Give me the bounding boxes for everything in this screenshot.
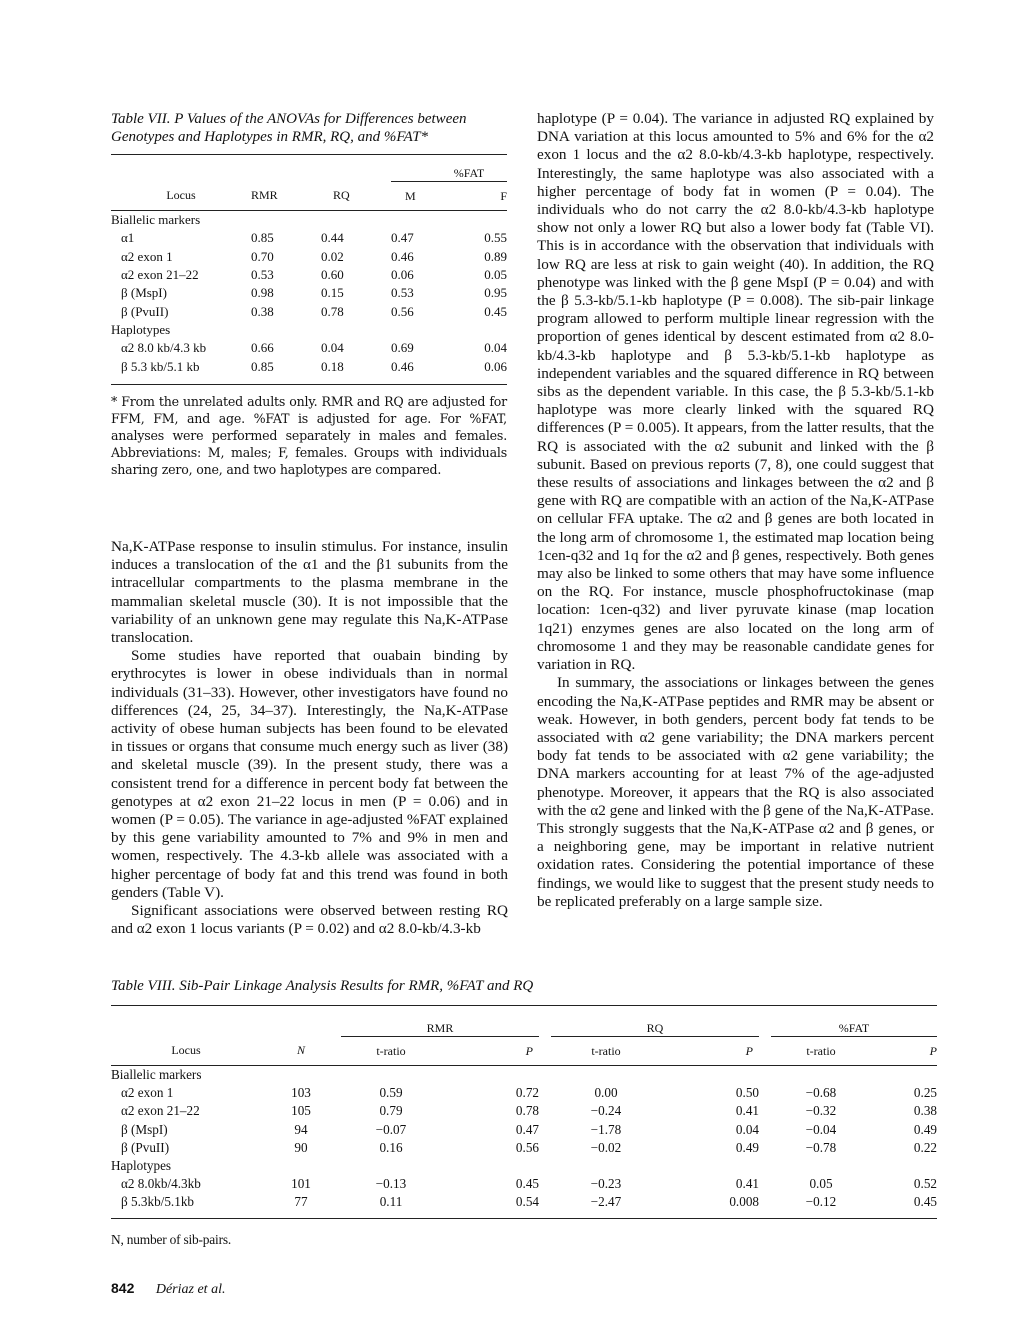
- paragraph: Significant associations were observed between resting RQ and α2 exon 1 locus variants (P = 0.02) and α2 8.0-kb/4.3-kb: [111, 902, 508, 938]
- rmr-p-cell: 0.78: [515, 1103, 539, 1119]
- rq-cell: 0.78: [321, 303, 344, 319]
- fat-p-cell: 0.22: [913, 1139, 937, 1155]
- rmr-cell: 0.53: [251, 267, 274, 283]
- locus-cell: β (PvuII): [121, 1139, 170, 1155]
- rq-p-cell: 0.41: [735, 1103, 759, 1119]
- rq-p-header: P: [745, 1043, 753, 1058]
- fat-t-cell: −0.04: [805, 1121, 837, 1137]
- rq-t-cell: −0.02: [590, 1139, 622, 1155]
- m-header: M: [405, 188, 416, 203]
- locus-cell: β 5.3kb/5.1kb: [121, 1194, 195, 1210]
- rmr-t-cell: 0.79: [379, 1103, 403, 1119]
- rq-p-cell: 0.04: [735, 1121, 759, 1137]
- fat-p-header: P: [929, 1043, 937, 1058]
- left-column-text: [111, 538, 508, 938]
- m-cell: 0.47: [391, 230, 414, 246]
- n-cell: 90: [294, 1139, 308, 1155]
- table-row: [111, 229, 507, 247]
- table-vii-footnote: * From the unrelated adults only. RMR and RQ are adjusted for FFM, FM, and age. %FAT is adjusted for age. For %FAT, analyses were performed separately in males and females. Abbreviations: M, males; F, females. Groups with individuals sharing zero, one, and two haplotypes are compared.: [111, 393, 507, 478]
- fat-t-cell: 0.05: [809, 1176, 833, 1192]
- f-cell: 0.95: [484, 285, 507, 301]
- locus-cell: β (MspI): [121, 1121, 168, 1137]
- table-vii-grid: [111, 154, 507, 385]
- table-row: [111, 1139, 937, 1157]
- fat-t-cell: −0.68: [805, 1085, 837, 1101]
- rmr-p-cell: 0.54: [515, 1194, 539, 1210]
- rq-cell: 0.02: [321, 248, 344, 264]
- fat-group-header: %FAT: [771, 1006, 937, 1037]
- m-cell: 0.69: [391, 340, 414, 356]
- m-cell: 0.46: [391, 248, 414, 264]
- n-header: N: [296, 1043, 305, 1058]
- table-viii: [111, 977, 937, 1248]
- page-footer: [111, 1280, 225, 1298]
- locus-cell: β (MspI): [121, 285, 167, 301]
- fat-p-cell: 0.25: [913, 1085, 937, 1101]
- rq-cell: 0.44: [321, 230, 344, 246]
- fat-t-cell: −0.78: [805, 1139, 837, 1155]
- group-label: Biallelic markers: [111, 1067, 202, 1083]
- rq-t-cell: −2.47: [590, 1194, 622, 1210]
- n-cell: 105: [291, 1103, 311, 1119]
- m-cell: 0.53: [391, 285, 414, 301]
- rq-tratio-header: t-ratio: [591, 1043, 621, 1058]
- n-cell: 94: [294, 1121, 308, 1137]
- table-row: [111, 1084, 937, 1102]
- locus-cell: α1: [121, 230, 135, 246]
- fat-p-cell: 0.49: [913, 1121, 937, 1137]
- fat-group-header: %FAT: [391, 155, 507, 182]
- rmr-header: RMR: [251, 188, 278, 203]
- table-vii-caption: Table VII. P Values of the ANOVAs for Differences between Genotypes and Haplotypes in RMR, RQ, and %FAT*: [111, 111, 467, 145]
- table-vii: [111, 110, 507, 479]
- table-row: [111, 248, 507, 266]
- rq-p-cell: 0.49: [735, 1139, 759, 1155]
- f-cell: 0.06: [484, 358, 507, 374]
- fat-p-cell: 0.52: [913, 1176, 937, 1192]
- fat-tratio-header: t-ratio: [806, 1043, 836, 1058]
- rmr-cell: 0.98: [251, 285, 274, 301]
- fat-t-cell: −0.12: [805, 1194, 837, 1210]
- locus-cell: β (PvuII): [121, 303, 169, 319]
- locus-cell: α2 exon 1: [121, 1085, 174, 1101]
- f-cell: 0.04: [484, 340, 507, 356]
- m-cell: 0.56: [391, 303, 414, 319]
- table-viii-caption: Table VIII. Sib-Pair Linkage Analysis Results for RMR, %FAT and RQ: [111, 978, 534, 994]
- table-row: [111, 1193, 937, 1218]
- m-cell: 0.06: [391, 267, 414, 283]
- paragraph: haplotype (P = 0.04). The variance in adjusted RQ explained by DNA variation at this locus amounted to 5% and 6% for the α2 exon 1 locus and the α2 8.0-kb/4.3-kb haplotype, respectively. Interestingly, the same haplotype was also associated with a higher percentage of body fat in women (P = 0.04). The individuals who do not carry the α2 8.0-kb/4.3-kb haplotype show not only a lower RQ but also a lower body fat (Table VI). This is in accordance with the observation that individuals with low RQ are less at risk to gain weight (40). In addition, the RQ phenotype was linked with the β gene MspI (P = 0.04) and with the β 5.3-kb/5.1-kb haplotype (P = 0.008). The sib-pair linkage program allowed to perform multiple linear regression with the proportion of genes identical by descent estimated from α2 8.0-kb/4.3-kb haplotype and β 5.3-kb/5.1-kb haplotype as independent variables and the squared difference in RQ between sibs as the dependent variable. In this case, the β 5.3-kb/5.1-kb haplotype was more clearly linked with the squared RQ differences (P = 0.005). It appears, from the latter results, that the RQ is associated with the α2 subunit and linked with the β subunit. Based on previous reports (7, 8), one could suggest that these results of associations and linkages between the α2 and β gene with RQ are compatible with an action of the Na,K-ATPase on cellular FFA uptake. The α2 and β genes are both located in the long arm of chromosome 1, the estimated map location being 1cen-q32 and 1q for the α2 and β genes, respectively. Both genes may also be linked to some others that may have some influence on the RQ. For instance, muscle phosphofructokinase (map location: 1cen-q32) and liver pyruvate kinase (map location 1q21) enzymes genes are also located on the long arm of chromosome 1 and they may be reasonable candidate genes for variation in RQ.: [537, 110, 934, 674]
- table-row: [111, 266, 507, 284]
- right-column-text: [537, 110, 934, 911]
- table-row: [111, 339, 507, 357]
- rmr-cell: 0.70: [251, 248, 274, 264]
- rq-header: RQ: [333, 188, 350, 203]
- f-cell: 0.89: [484, 248, 507, 264]
- rmr-t-cell: 0.59: [379, 1085, 403, 1101]
- table-viii-grid: [111, 1005, 937, 1219]
- locus-cell: α2 exon 21–22: [121, 1103, 200, 1119]
- rq-p-cell: 0.50: [735, 1085, 759, 1101]
- locus-cell: α2 exon 21–22: [121, 267, 199, 283]
- n-cell: 77: [294, 1194, 308, 1210]
- rmr-t-cell: 0.16: [379, 1139, 403, 1155]
- fat-p-cell: 0.45: [913, 1194, 937, 1210]
- rmr-group-header: RMR: [341, 1006, 539, 1037]
- table-viii-footnote: N, number of sib-pairs.: [111, 1231, 231, 1247]
- table-row: [111, 1175, 937, 1193]
- rmr-p-cell: 0.56: [515, 1139, 539, 1155]
- rmr-cell: 0.85: [251, 358, 274, 374]
- rq-group-header: RQ: [551, 1006, 759, 1037]
- rq-cell: 0.18: [321, 358, 344, 374]
- paragraph: Some studies have reported that ouabain binding by erythrocytes is lower in obese individuals than in normal individuals (31–33). However, other investigators have found no differences (24, 25, 34–37). Interestingly, the Na,K-ATPase activity of obese human subjects has been found to be elevated in tissues or organs that consume much energy such as liver (38) and skeletal muscle (39). In the present study, there was a consistent trend for a difference in percent body fat between the genotypes at α2 exon 21–22 locus in men (P = 0.06) and in women (P = 0.05). The variance in age-adjusted %FAT explained by this gene variability amounted to 7% and 9% in men and women, respectively. The 4.3-kb allele was associated with a higher percentage of body fat and this trend was found in both genders (Table V).: [111, 647, 508, 901]
- paragraph: Na,K-ATPase response to insulin stimulus. For instance, insulin induces a translocation of the α1 and the β1 subunits from the intracellular compartments to the plasma membrane in the mammalian skeletal muscle (30). It is not impossible that the variability of an unknown gene may regulate this Na,K-ATPase translocation.: [111, 538, 508, 647]
- group-label: Haplotypes: [111, 321, 171, 337]
- f-cell: 0.55: [484, 230, 507, 246]
- table-row: [111, 1121, 937, 1139]
- n-cell: 103: [291, 1085, 311, 1101]
- rq-cell: 0.04: [321, 340, 344, 356]
- rq-t-cell: −0.24: [590, 1103, 622, 1119]
- running-authors: Dériaz et al.: [155, 1282, 226, 1297]
- rmr-cell: 0.85: [251, 230, 274, 246]
- f-cell: 0.45: [484, 303, 507, 319]
- table-row: [111, 357, 507, 384]
- rmr-cell: 0.38: [251, 303, 274, 319]
- rq-p-cell: 0.41: [735, 1176, 759, 1192]
- rq-t-cell: −1.78: [590, 1121, 622, 1137]
- rq-cell: 0.60: [321, 267, 344, 283]
- locus-cell: α2 exon 1: [121, 248, 173, 264]
- f-header: F: [500, 188, 507, 203]
- rmr-t-cell: 0.11: [379, 1194, 403, 1210]
- rq-p-cell: 0.008: [729, 1194, 759, 1210]
- fat-t-cell: −0.32: [805, 1103, 837, 1119]
- locus-header: Locus: [166, 188, 196, 203]
- table-row: [111, 1102, 937, 1120]
- rmr-cell: 0.66: [251, 340, 274, 356]
- table-row: [111, 302, 507, 320]
- fat-p-cell: 0.38: [913, 1103, 937, 1119]
- m-cell: 0.46: [391, 358, 414, 374]
- group-label: Biallelic markers: [111, 212, 201, 228]
- rmr-p-header: P: [525, 1043, 533, 1058]
- paragraph: In summary, the associations or linkages between the genes encoding the Na,K-ATPase peptides and RMR may be absent or weak. However, in both genders, percent body fat tends to be associated with α2 gene variability; the DNA markers percent body fat tends to be associated with α2 gene variability; the DNA markers accounting for at least 7% of the age-adjusted phenotype. Moreover, it appears that the RQ is also associated with the α2 gene and linked with the β gene of the Na,K-ATPase. This strongly suggests that the Na,K-ATPase α2 and β genes, or a neighboring gene, may be important in relative nutrient oxidation rates. Considering the potential importance of these findings, we would like to suggest that the present study needs to be replicated preferably on a large sample size.: [537, 674, 934, 910]
- rmr-tratio-header: t-ratio: [376, 1043, 406, 1058]
- n-cell: 101: [291, 1176, 311, 1192]
- rq-t-cell: −0.23: [590, 1176, 622, 1192]
- rmr-p-cell: 0.45: [515, 1176, 539, 1192]
- rq-cell: 0.15: [321, 285, 344, 301]
- rmr-t-cell: −0.13: [375, 1176, 407, 1192]
- rmr-p-cell: 0.72: [515, 1085, 539, 1101]
- rmr-p-cell: 0.47: [515, 1121, 539, 1137]
- page-number: 842: [111, 1280, 135, 1296]
- group-label: Haplotypes: [111, 1158, 172, 1174]
- locus-cell: β 5.3 kb/5.1 kb: [121, 358, 200, 374]
- f-cell: 0.05: [484, 267, 507, 283]
- rmr-t-cell: −0.07: [375, 1121, 407, 1137]
- table-row: [111, 284, 507, 302]
- rq-t-cell: 0.00: [594, 1085, 618, 1101]
- locus-cell: α2 8.0kb/4.3kb: [121, 1176, 201, 1192]
- locus-header: Locus: [171, 1043, 201, 1058]
- locus-cell: α2 8.0 kb/4.3 kb: [121, 340, 207, 356]
